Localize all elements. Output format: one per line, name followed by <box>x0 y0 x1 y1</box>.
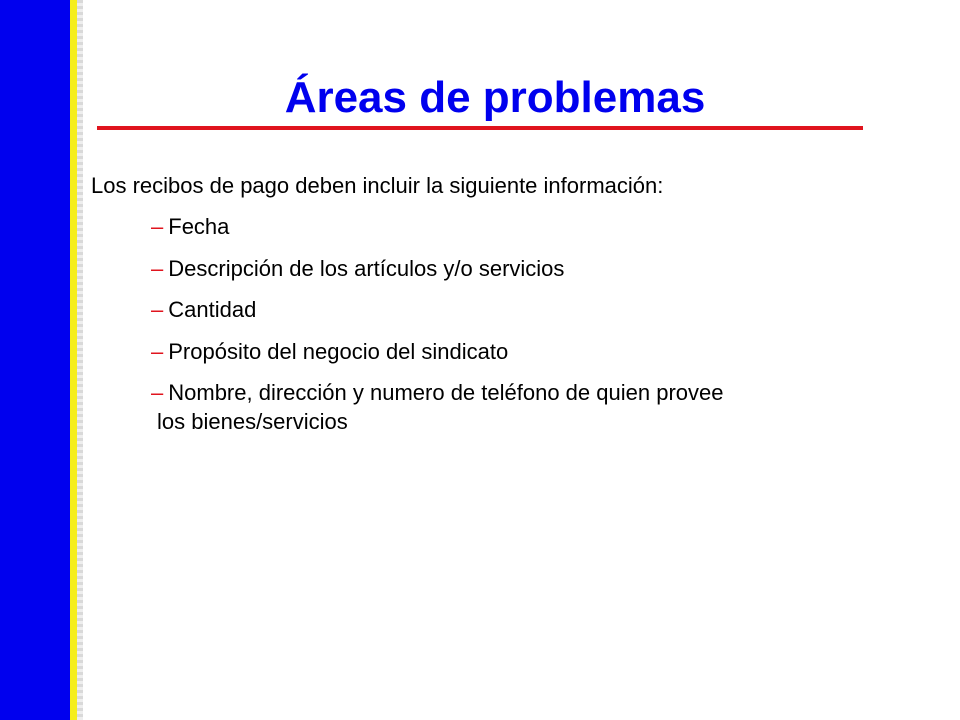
bullet-item <box>151 212 931 242</box>
bullet-dash: – <box>151 255 164 281</box>
side-bar-decoration <box>0 0 70 720</box>
bullet-dash: – <box>151 380 164 405</box>
bullet-item <box>151 337 931 367</box>
bullet-text: Descripción de los artículos y/o servicios <box>168 255 565 281</box>
bullet-dash: – <box>151 214 164 239</box>
bullet-text: Cantidad <box>168 297 257 322</box>
bullet-text: Propósito del negocio del sindicato <box>168 338 509 364</box>
title-underline <box>97 126 863 130</box>
bullet-text: Nombre, dirección y numero de teléfono de quien provee <box>168 380 724 405</box>
bullet-text: Fecha <box>168 214 230 239</box>
bullet-item <box>151 378 931 437</box>
bullet-list <box>151 212 931 449</box>
bullet-item <box>151 254 931 284</box>
bullet-text-continuation: los bienes/servicios <box>157 409 348 434</box>
side-shadow-decoration <box>77 0 83 720</box>
bullet-dash: – <box>151 297 164 322</box>
intro-text: Los recibos de pago deben incluir la siguiente información: <box>91 173 664 198</box>
slide-title: Áreas de problemas <box>284 73 706 122</box>
bullet-dash: – <box>151 338 164 364</box>
bullet-item <box>151 295 931 325</box>
side-stripe-decoration <box>70 0 77 720</box>
